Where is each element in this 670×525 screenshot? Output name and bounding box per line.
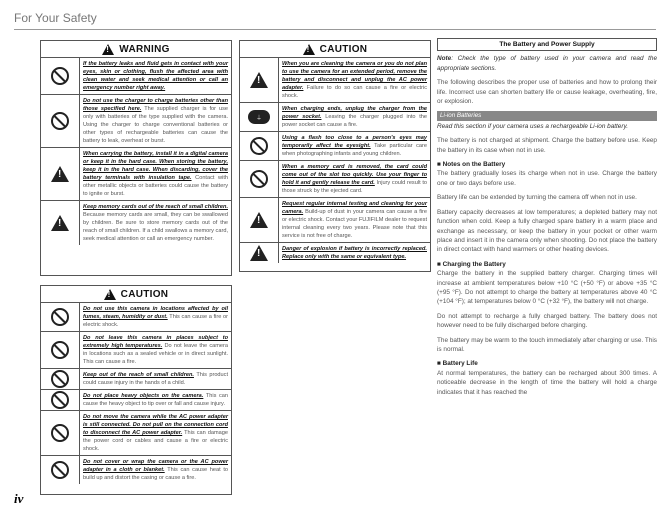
row-emphasis: Do not move the camera while the AC power adapter is still connected. Do not pull on the connection cord to disconnect the AC power adapter.: [83, 414, 228, 436]
safety-row: [240, 198, 430, 243]
row-text: [80, 201, 231, 245]
row-text: [80, 390, 231, 410]
row-icon-cell: [41, 303, 80, 331]
warning-icon: [250, 72, 268, 88]
row-icon-cell: [41, 148, 80, 200]
row-text: [80, 369, 231, 389]
safety-row: [240, 132, 430, 161]
subheading-notes: ■ Notes on the Battery: [437, 160, 657, 169]
caution-box-title: CAUTION: [120, 288, 169, 300]
prohibition-icon: [250, 170, 268, 188]
row-body: Build-up of dust in your camera can cause a fire or electric shock. Contact your FUJIFILM dealer to request internal cleaning every two years. Please note that this service is not free of charge.: [282, 209, 427, 239]
row-emphasis: Request regular internal testing and cleaning for your camera.: [282, 201, 427, 215]
row-emphasis: Keep out of the reach of small children.: [83, 372, 194, 378]
battery-section: [437, 38, 657, 402]
li-ion-intro: Read this section if your camera uses a rechargeable Li-ion battery.: [437, 122, 628, 130]
prohibition-icon: [250, 137, 268, 155]
paragraph: Battery life can be extended by turning the camera off when not in use.: [437, 194, 637, 202]
row-emphasis: When charging ends, unplug the charger from the power socket.: [282, 106, 427, 120]
prohibition-icon: [51, 370, 69, 388]
safety-row: [41, 332, 231, 369]
safety-row: [41, 58, 231, 95]
row-emphasis: Using a flash too close to a person's eyes may temporarily affect the eyesight.: [282, 135, 427, 149]
row-body: This can damage the power cord or cables and cause a fire or electric shock.: [83, 430, 228, 452]
prohibition-icon: [51, 424, 69, 442]
section-title: The Battery and Power Supply: [437, 38, 657, 51]
row-icon-cell: [240, 132, 279, 160]
row-body: Take particular care when photographing infants and young children.: [282, 143, 428, 157]
row-emphasis: When a memory card is removed, the card could come out of the slot too quickly. Use your finger to hold it and gently release the card.: [282, 164, 427, 186]
row-body: This can cause heat to build up and distort the casing or cause a fire.: [83, 467, 228, 481]
caution-box-header: [41, 286, 231, 303]
safety-row: [41, 411, 231, 456]
row-text: [279, 161, 430, 197]
row-text: [80, 411, 231, 455]
row-emphasis: Do not place heavy objects on the camera.: [83, 393, 204, 399]
safety-row: [41, 456, 231, 484]
row-icon-cell: [41, 411, 80, 455]
paragraph: Do not attempt to recharge a fully charged battery. The battery does not however need to be fully discharged before charging.: [437, 312, 657, 330]
page-header-title: For Your Safety: [14, 11, 97, 25]
prohibition-icon: [51, 341, 69, 359]
row-body: Failure to do so can cause a fire or electric shock.: [282, 85, 427, 99]
row-icon-cell: [240, 198, 279, 242]
row-icon-cell: [41, 369, 80, 389]
row-icon-cell: [240, 103, 279, 131]
safety-row: [41, 201, 231, 245]
row-emphasis: Do not cover or wrap the camera or the AC power adapter in a cloth or blanket.: [83, 459, 228, 473]
header-divider: [14, 29, 656, 30]
row-icon-cell: [41, 58, 80, 94]
row-body: This can cause the heavy object to tip over or fall and cause injury.: [83, 393, 229, 407]
safety-row: [41, 95, 231, 148]
safety-row: [41, 148, 231, 201]
note-text: : Check the type of battery used in your camera and read the appropriate sections.: [437, 55, 657, 72]
safety-row: [240, 161, 430, 198]
row-body: This product could cause injury in the hands of a child.: [83, 372, 228, 386]
row-text: [279, 132, 430, 160]
warning-icon: [250, 245, 268, 261]
row-text: [80, 303, 231, 331]
row-body: Injury could result to those struck by the ejected card.: [282, 180, 427, 194]
plug-icon: ⏚: [248, 110, 270, 124]
row-emphasis: Do not leave this camera in places subject to extremely high temperatures.: [83, 335, 228, 349]
row-emphasis: Danger of explosion if battery is incorrectly replaced. Replace only with the same or equivalent type.: [282, 246, 427, 260]
row-text: [80, 95, 231, 147]
row-icon-cell: [240, 58, 279, 102]
row-body: Contact with other metallic objects or batteries could cause the battery to ignite or burst.: [83, 175, 228, 197]
subheading-battery-life: ■ Battery Life: [437, 359, 657, 368]
row-text: [80, 456, 231, 484]
paragraph: The battery is not charged at shipment. Charge the battery before use. Keep the battery in its case when not in use.: [437, 137, 657, 154]
safety-row: [240, 103, 430, 132]
row-icon-cell: [41, 390, 80, 410]
row-text: [279, 198, 430, 242]
safety-row: [240, 58, 430, 103]
row-emphasis: If the battery leaks and fluid gets in contact with your eyes, skin or clothing, flush the affected area with clean water and seek medical attention or call an emergency number right away.: [83, 61, 228, 91]
row-emphasis: When you are cleaning the camera or you do not plan to use the camera for an extended period, remove the battery and disconnect and unplug the AC power adapter.: [282, 61, 427, 91]
row-body: This can cause a fire or electric shock.: [83, 314, 229, 328]
row-body: Do not leave the camera in locations such as a sealed vehicle or in direct sunlight. This can cause a fire.: [83, 343, 229, 365]
warning-icon: [303, 44, 315, 55]
safety-row: [41, 369, 231, 390]
warning-box-header: [41, 41, 231, 58]
caution-box-title: CAUTION: [319, 43, 368, 55]
warning-icon: [102, 44, 114, 55]
row-emphasis: When carrying the battery, install it in a digital camera or keep it in the hard case. When storing the battery, keep it in the hard case. When discarding, cover the battery terminals with insulation tape.: [83, 151, 228, 181]
warning-icon: [51, 215, 69, 231]
row-body: Leaving the charger plugged into the power socket can cause a fire.: [282, 114, 427, 128]
intro-paragraph: The following describes the proper use of batteries and how to prolong their life. Incorrect use can shorten battery life or cause leakage, overheating, fire, or explosion.: [437, 79, 657, 106]
row-text: [80, 148, 231, 200]
row-text: [279, 243, 430, 263]
row-text: [80, 58, 231, 94]
row-text: [279, 103, 430, 131]
caution-box-header: [240, 41, 430, 58]
warning-icon: [51, 166, 69, 182]
safety-row: [240, 243, 430, 263]
row-body: The supplied charger is for use only with batteries of the type supplied with the camera. Using the charger to charge conventional batteries or other types of rechargeable batteries can cause the battery to leak, overheat or burst.: [83, 106, 228, 144]
paragraph: The battery may be warm to the touch immediately after charging or use. This is normal.: [437, 336, 657, 353]
subheading-charging: ■ Charging the Battery: [437, 260, 657, 269]
prohibition-icon: [51, 461, 69, 479]
caution-box-left: [40, 285, 232, 495]
row-body: Because memory cards are small, they can be swallowed by children. Be sure to store memory cards out of the reach of small children. If a child swallows a memory card, seek medical attention or call an emergency number.: [83, 212, 228, 242]
paragraph: Charge the battery in the supplied battery charger. Charging times will increase at ambient temperatures below +10 °C (+50 °F) or above +35 °C (+95 °F). Do not attempt to charge the battery at temperatures above 40 °C (+104 °F); at temperatures below 0 °C (+32 °F), the battery will not charge.: [437, 270, 657, 306]
prohibition-icon: [51, 112, 69, 130]
note-label: Note: [437, 55, 452, 63]
row-icon-cell: [41, 201, 80, 245]
row-emphasis: Do not use the charger to charge batteries other than those specified here.: [83, 98, 228, 112]
safety-row: [41, 390, 231, 411]
warning-box-title: WARNING: [119, 43, 170, 55]
paragraph: Battery capacity decreases at low temperatures; a depleted battery may not function when cold. Keep a fully charged spare battery in a warm place and exchange as necessary, or keep the battery in your pocket or other warm place and insert it in the camera only when shooting. Do not place the battery in direct contact with hand warmers or other heating devices.: [437, 208, 657, 254]
note-paragraph: [437, 54, 657, 73]
row-text: [279, 58, 430, 102]
row-emphasis: Do not use this camera in locations affected by oil fumes, steam, humidity or dust.: [83, 306, 228, 320]
prohibition-icon: [51, 67, 69, 85]
warning-icon: [104, 289, 116, 300]
caution-box-middle: [239, 40, 431, 272]
row-icon-cell: [240, 161, 279, 197]
safety-row: [41, 303, 231, 332]
warning-icon: [250, 212, 268, 228]
row-icon-cell: [240, 243, 279, 263]
row-icon-cell: [41, 456, 80, 484]
paragraph: The battery gradually loses its charge when not in use. Charge the battery one or two days before use.: [437, 170, 657, 187]
page-number: iv: [14, 491, 24, 506]
row-icon-cell: [41, 95, 80, 147]
row-text: [80, 332, 231, 368]
row-emphasis: Keep memory cards out of the reach of small children.: [83, 204, 228, 210]
warning-box: [40, 40, 232, 276]
prohibition-icon: [51, 391, 69, 409]
prohibition-icon: [51, 308, 69, 326]
li-ion-heading: Li-ion Batteries: [437, 111, 657, 120]
paragraph: At normal temperatures, the battery can be recharged about 300 times. A noticeable decrease in the length of time the battery will hold a charge indicates that it has reached the: [437, 369, 657, 396]
row-icon-cell: [41, 332, 80, 368]
